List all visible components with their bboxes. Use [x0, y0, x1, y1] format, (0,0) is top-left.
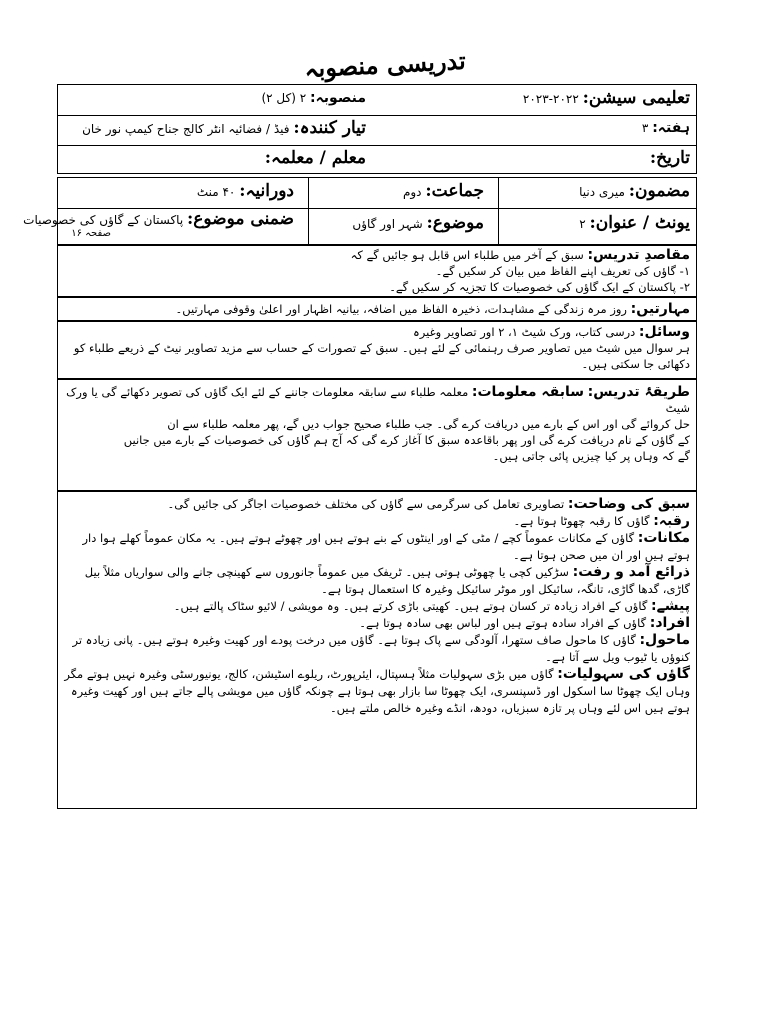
topic-value: شہر اور گاؤں [352, 217, 423, 231]
unit-label: یونٹ / عنوان: [589, 213, 690, 233]
lesson-intro: تصاویری تعامل کی سرگرمی سے گاؤں کی مختلف خصوصیات اجاگر کی جائیں گی۔ [167, 497, 565, 511]
divider [58, 145, 696, 146]
lesson-item-text: گاؤں کے افراد سادہ ہوتے ہیں اور لباس بھی سادہ ہوتا ہے۔ [359, 616, 647, 630]
objectives-box [57, 245, 697, 297]
page-reference: صفحہ ۱۶ [71, 228, 111, 239]
lesson-item-text: سڑکیں کچی یا چھوٹی ہوتی ہیں۔ ٹریفک میں عموماً جانوروں سے کھینچی جانے والی سواریاں مثلاً بیل گاڑی، گدھا گاڑی، تانگہ، سائیکل اور موٹر سائیکل وغیرہ کا استعمال ہوتا ہے۔ [84, 565, 690, 596]
subtopic-label: ضمنی موضوع: [186, 209, 294, 229]
resources-heading: وسائل: [638, 324, 690, 340]
lesson-item [64, 598, 690, 615]
date-label: تاریخ: [649, 148, 690, 168]
document-title: تدریسی منصوبہ [303, 45, 467, 84]
lesson-item-label: مکانات: [637, 530, 690, 546]
session-value: ۲۰۲۲-۲۰۲۳ [522, 92, 579, 106]
subject-label: مضمون: [628, 181, 690, 201]
teacher-field [265, 149, 366, 168]
week-value: ۳ [641, 121, 649, 135]
session-field [523, 89, 690, 108]
skills-text: روز مرہ زندگی کے مشاہدات، ذخیرہ الفاظ میں اضافہ، بیانیہ اظہار اور اعلیٰ وقوفی مہارتیں۔ [175, 302, 627, 316]
duration-label: دورانیہ: [239, 181, 294, 201]
plan-value: ۲ (کل ۲) [261, 91, 307, 105]
subtopic-field [23, 210, 294, 229]
topic-label: موضوع: [426, 213, 484, 233]
lesson-heading: سبق کی وضاحت: [567, 496, 690, 512]
lesson-section [64, 496, 690, 717]
lesson-item [64, 615, 690, 632]
lesson-item [64, 666, 690, 717]
resources-line: درسی کتاب، ورک شیٹ ۱، ۲ اور تصاویر وغیرہ [413, 325, 636, 339]
objectives-intro: سبق کے آخر میں طلباء اس قابل ہو جائیں گے کہ [350, 248, 584, 262]
skills-section [62, 301, 690, 317]
class-field [403, 182, 484, 201]
class-label: جماعت: [425, 181, 484, 201]
lesson-box [57, 491, 697, 809]
resources-box [57, 321, 697, 379]
prepared-label: تیار کنندہ: [293, 118, 366, 138]
resources-section [62, 324, 690, 372]
class-value: دوم [402, 185, 422, 199]
resources-line: ہر سوال میں شیٹ میں تصاویر صرف رہنمائی کے لئے ہیں۔ سبق کے تصورات کے حساب سے مزید تصاویر نیٹ کے ذریعے طلباء کو [73, 341, 690, 355]
subject-value: میری دنیا [579, 185, 625, 199]
unit-field [579, 214, 690, 233]
plan-label: منصوبہ: [309, 90, 366, 106]
skills-heading: مہارتیں: [630, 301, 690, 317]
divider [58, 115, 696, 116]
divider [498, 178, 499, 244]
objective-item: ۱- گاؤں کی تعریف اپنے الفاظ میں بیان کر سکیں گے۔ [435, 264, 690, 278]
resources-line: دکھائی جا سکتی ہیں۔ [581, 357, 690, 371]
lesson-item-label: افراد: [649, 615, 690, 631]
method-line: کے گاؤں کے نام دریافت کرے گی اور پھر باقاعدہ سبق کا آغاز کرے گی کہ آج ہم گاؤں کی خصوصیات کے بارے میں جانیں [123, 433, 690, 447]
lesson-item-label: رقبہ: [653, 513, 690, 529]
method-section [62, 384, 690, 464]
header-box [57, 84, 697, 174]
prepared-field [82, 119, 366, 138]
lesson-item-text: گاؤں کے مکانات عموماً کچے / مٹی کے اور اینٹوں کے بنے ہوتے ہیں اور چھوٹے ہوتے ہیں۔ یہ مکان عموماً کھلے ہوا دار ہوتے ہیں اور ان میں صحن ہوتا ہے۔ [82, 531, 690, 562]
lesson-item-label: پیشے: [650, 598, 690, 614]
date-field [650, 149, 690, 168]
info-box [23, 177, 697, 245]
subtopic-value: پاکستان کے گاؤں کی خصوصیات [23, 213, 184, 227]
lesson-item-text: گاؤں میں بڑی سہولیات مثلاً ہسپتال، ایئرپورٹ، ریلوے اسٹیشن، کالج، یونیورسٹی وغیرہ نہیں ہوتے مگر وہاں ایک چھوٹا سا اسکول اور ڈسپنسری، ایک چھوٹا سا بازار بھی ہوتا ہے چونکہ گاؤں میں مویشی پالے جاتے ہیں اور کھیت وغیرہ ہوتے ہیں اس لئے وہاں پر تازہ سبزیاں، دودھ، انڈے وغیرہ خالص ملتے ہیں۔ [64, 667, 690, 715]
lesson-item-text: گاؤں کا رقبہ چھوٹا ہوتا ہے۔ [513, 514, 650, 528]
duration-value: ۴۰ منٹ [196, 185, 236, 199]
session-label: تعلیمی سیشن: [582, 88, 690, 108]
method-line: حل کروائے گی اور اس کے بارے میں دریافت کرے گی۔ جب طلباء صحیح جواب دیں گے، پھر معلمہ طلباء سے ان [167, 417, 690, 431]
skills-box [57, 297, 697, 321]
teacher-label: معلم / معلمہ: [264, 148, 366, 168]
lesson-item-label: ماحول: [639, 632, 690, 648]
prior-knowledge-heading: سابقہ معلومات: [471, 384, 584, 400]
subject-field [579, 182, 690, 201]
week-label: ہفتہ: [652, 120, 690, 136]
plan-field [261, 89, 366, 107]
method-line: گے کہ وہاں پر کیا چیزیں پائی جاتی ہیں۔ [492, 449, 690, 463]
objectives-heading: مقاصدِ تدریس: [587, 247, 690, 263]
method-box [57, 379, 697, 491]
lesson-item [64, 513, 690, 530]
lesson-item-text: گاؤں کے افراد زیادہ تر کسان ہوتے ہیں۔ کھیتی باڑی کرتے ہیں۔ وہ مویشی / لائیو سٹاک پالتے ہیں۔ [173, 599, 648, 613]
lesson-item-label: گاؤں کی سہولیات: [557, 666, 690, 682]
divider [308, 178, 309, 244]
objectives-section [62, 247, 690, 295]
divider [58, 208, 696, 209]
method-line: معلمہ طلباء سے سابقہ معلومات جاننے کے لئے ایک گاؤں کی تصویر دکھائے گی یا ورک شیٹ [66, 385, 690, 415]
lesson-item-text: گاؤں کا ماحول صاف ستھرا، آلودگی سے پاک ہوتا ہے۔ گاؤں میں درخت پودے اور کھیت وغیرہ ہوتے ہیں۔ پانی زیادہ تر کنوؤں یا ٹیوب ویل سے آتا ہے۔ [72, 633, 690, 664]
prepared-value: فیڈ / فضائیہ انٹر کالج جناح کیمپ نور خان [82, 122, 290, 136]
unit-value: ۲ [579, 217, 586, 231]
lesson-item [64, 632, 690, 666]
method-heading: طریقۂ تدریس: [587, 384, 690, 400]
lesson-item-label: ذرائع آمد و رفت: [572, 564, 690, 580]
duration-field [197, 182, 294, 201]
lesson-item [64, 530, 690, 564]
objective-item: ۲- پاکستان کے ایک گاؤں کی خصوصیات کا تجزیہ کر سکیں گے۔ [389, 280, 690, 294]
lesson-item [64, 564, 690, 598]
week-field [642, 119, 690, 137]
topic-field [352, 214, 484, 233]
